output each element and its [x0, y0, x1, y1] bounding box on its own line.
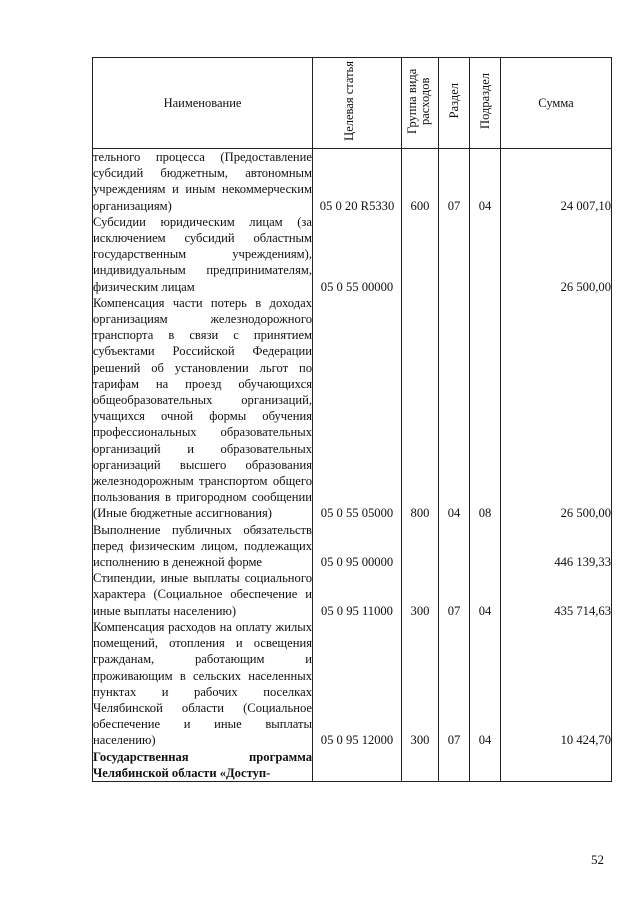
table-row — [93, 214, 612, 295]
row-sum — [501, 749, 612, 782]
row-name: Стипендии, иные выплаты социального характера (Социальное обеспечение и иные выплаты населению) — [93, 571, 312, 618]
row-group: 300 — [402, 619, 439, 749]
row-sum: 10 424,70 — [501, 619, 612, 749]
row-sum: 446 139,33 — [501, 522, 612, 571]
row-section — [439, 749, 470, 782]
table-header-row — [93, 58, 612, 149]
row-section: 07 — [439, 570, 470, 619]
row-group: 300 — [402, 570, 439, 619]
header-subsection: Подраздел — [470, 58, 501, 149]
row-name: Компенсация части потерь в доходах организациям железнодорожного транспорта в связи с принятием субъектами Российской Федерации решений об установлении льгот по тарифам на проезд обучающихся общеобразовательных организаций, учащихся очной формы обучения профессиональных образовательных организаций и образовательных организаций высшего образования железнодорожным транспортом общего пользования в пригородном сообщении (Иные бюджетные ассигнования) — [93, 295, 312, 521]
table-row — [93, 295, 612, 522]
row-article: 05 0 95 12000 — [313, 619, 402, 749]
table-row — [93, 149, 612, 214]
row-article: 05 0 55 05000 — [313, 295, 402, 522]
table-row — [93, 749, 612, 782]
row-group: 800 — [402, 295, 439, 522]
row-sum: 24 007,10 — [501, 149, 612, 214]
header-section: Раздел — [439, 58, 470, 149]
row-section — [439, 214, 470, 295]
row-group — [402, 749, 439, 782]
row-subsection — [470, 214, 501, 295]
row-name: Субсидии юридическим лицам (за исключением субсидий областным государственным учреждениям), индивидуальным предпринимателям, физическим лицам — [93, 214, 312, 294]
row-article — [313, 749, 402, 782]
row-article: 05 0 55 00000 — [313, 214, 402, 295]
table-row — [93, 570, 612, 619]
row-subsection: 08 — [470, 295, 501, 522]
row-name: тельного процесса (Предоставление субсидий бюджетным, автономным учреждениям и иным некоммерческим организациям) — [93, 150, 312, 213]
row-group — [402, 522, 439, 571]
row-subsection — [470, 522, 501, 571]
table-row — [93, 619, 612, 749]
header-group: Группа вида расходов — [402, 58, 439, 149]
row-section — [439, 522, 470, 571]
row-article: 05 0 20 R5330 — [313, 149, 402, 214]
header-name: Наименование — [93, 58, 313, 149]
row-name: Компенсация расходов на оплату жилых помещений, отопления и освещения гражданам, работающим и проживающим в сельских населенных пунктах и рабочих поселках Челябинской области (Социальное обеспечение и иные выплаты населению) — [93, 619, 312, 748]
row-name: Выполнение публичных обязательств перед физическим лицом, подлежащих исполнению в денежной форме — [93, 522, 312, 570]
row-section: 07 — [439, 619, 470, 749]
row-article: 05 0 95 11000 — [313, 570, 402, 619]
row-section: 04 — [439, 295, 470, 522]
header-sum: Сумма — [501, 58, 612, 149]
row-section: 07 — [439, 149, 470, 214]
row-sum: 435 714,63 — [501, 570, 612, 619]
row-name: Государственная программа Челябинской области «Доступ- — [93, 749, 312, 780]
page-number: 52 — [591, 852, 604, 867]
row-sum: 26 500,00 — [501, 295, 612, 522]
row-subsection: 04 — [470, 619, 501, 749]
row-article: 05 0 95 00000 — [313, 522, 402, 571]
row-subsection — [470, 749, 501, 782]
table-row — [93, 522, 612, 571]
row-group: 600 — [402, 149, 439, 214]
row-subsection: 04 — [470, 149, 501, 214]
budget-table — [92, 57, 612, 782]
header-article: Целевая статья — [313, 58, 402, 149]
row-sum: 26 500,00 — [501, 214, 612, 295]
row-group — [402, 214, 439, 295]
row-subsection: 04 — [470, 570, 501, 619]
